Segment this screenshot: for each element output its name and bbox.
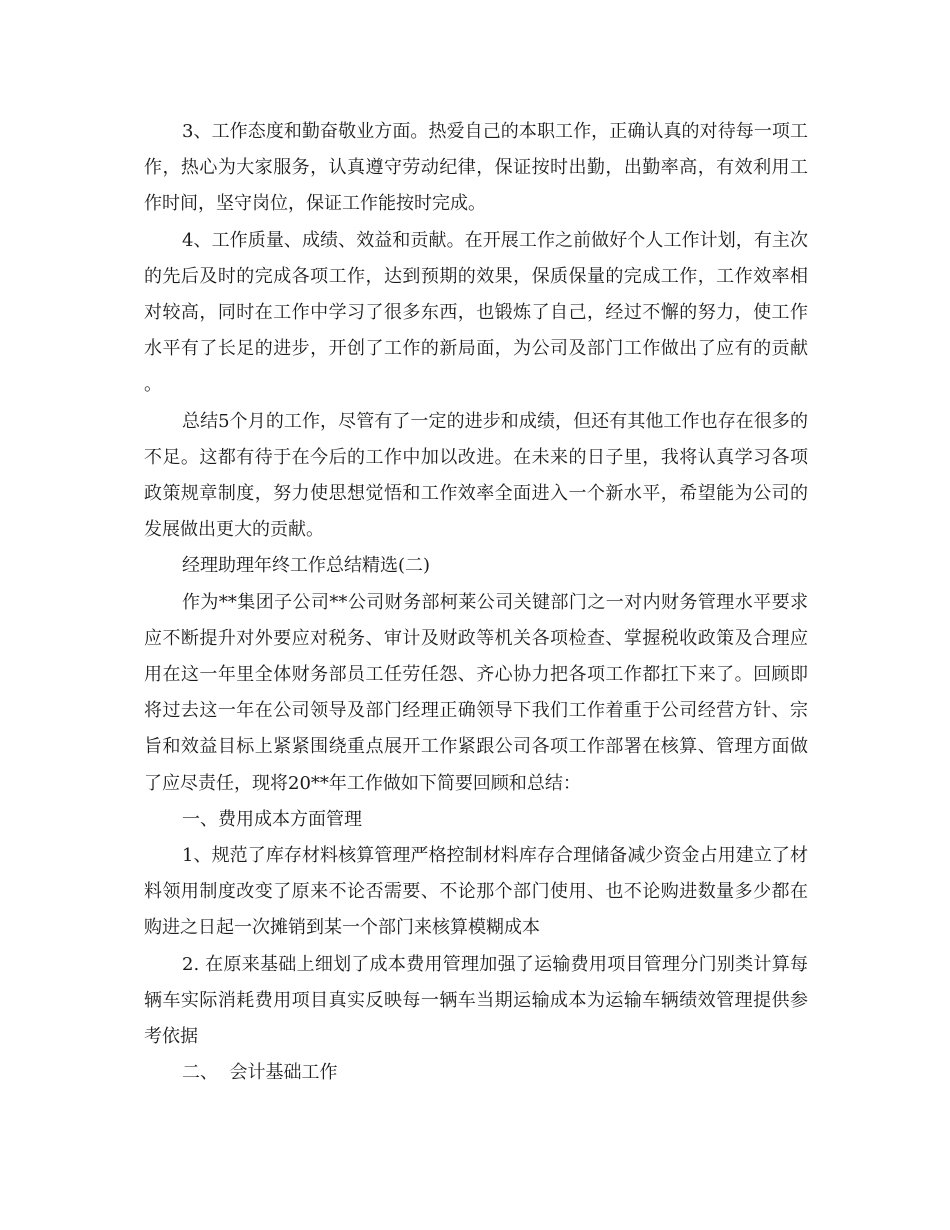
paragraph-work-attitude: 3、工作态度和勤奋敬业方面。热爱自己的本职工作，正确认真的对待每一项工作，热心为大家服务，认真遵守劳动纪律，保证按时出勤，出勤率高，有效利用工作时间，坚守岗位，保证工作能按时完成。 xyxy=(144,121,808,215)
paragraph-work-quality: 4、工作质量、成绩、效益和贡献。在开展工作之前做好个人工作计划，有主次的先后及时的完成各项工作，达到预期的效果，保质保量的完成工作，工作效率相对较高，同时在工作中学习了很多东西，也锻炼了自己，经过不懈的努力，使工作水平有了长足的进步，开创了工作的新局面，为公司及部门工作做出了应有的贡献。 xyxy=(144,229,808,396)
heading-accounting-basics: 二、 会计基础工作 xyxy=(182,1062,338,1084)
paragraph-finance-intro: 作为**集团子公司**公司财务部柯莱公司关键部门之一对内财务管理水平要求应不断提升对外要应对税务、审计及财政等机关各项检查、掌握税收政策及合理应用在这一年里全体财务部员工任劳任怨、齐心协力把各项工作都扛下来了。回顾即将过去这一年在公司领导及部门经理正确领导下我们工作着重于公司经营方针、宗旨和效益目标上紧紧围绕重点展开工作紧跟公司各项工作部署在核算、管理方面做了应尽责任，现将20**年工作做如下简要回顾和总结： xyxy=(144,591,808,794)
section-title-part-two: 经理助理年终工作总结精选(二) xyxy=(182,555,431,577)
document-page xyxy=(144,114,808,1091)
paragraph-inventory-accounting: 1、规范了库存材料核算管理严格控制材料库存合理储备减少资金占用建立了材料领用制度改变了原来不论否需要、不论那个部门使用、也不论购进数量多少都在购进之日起一次摊销到某一个部门来核算模糊成本 xyxy=(144,845,808,939)
paragraph-five-month-summary: 总结5个月的工作，尽管有了一定的进步和成绩，但还有其他工作也存在很多的不足。这都有待于在今后的工作中加以改进。在未来的日子里，我将认真学习各项政策规章制度，努力使思想觉悟和工作效率全面进入一个新水平，希望能为公司的发展做出更大的贡献。 xyxy=(144,410,808,541)
heading-cost-management: 一、费用成本方面管理 xyxy=(182,808,362,830)
paragraph-transport-costs: 2. 在原来基础上细划了成本费用管理加强了运输费用项目管理分门别类计算每辆车实际消耗费用项目真实反映每一辆车当期运输成本为运输车辆绩效管理提供参考依据 xyxy=(144,953,808,1048)
